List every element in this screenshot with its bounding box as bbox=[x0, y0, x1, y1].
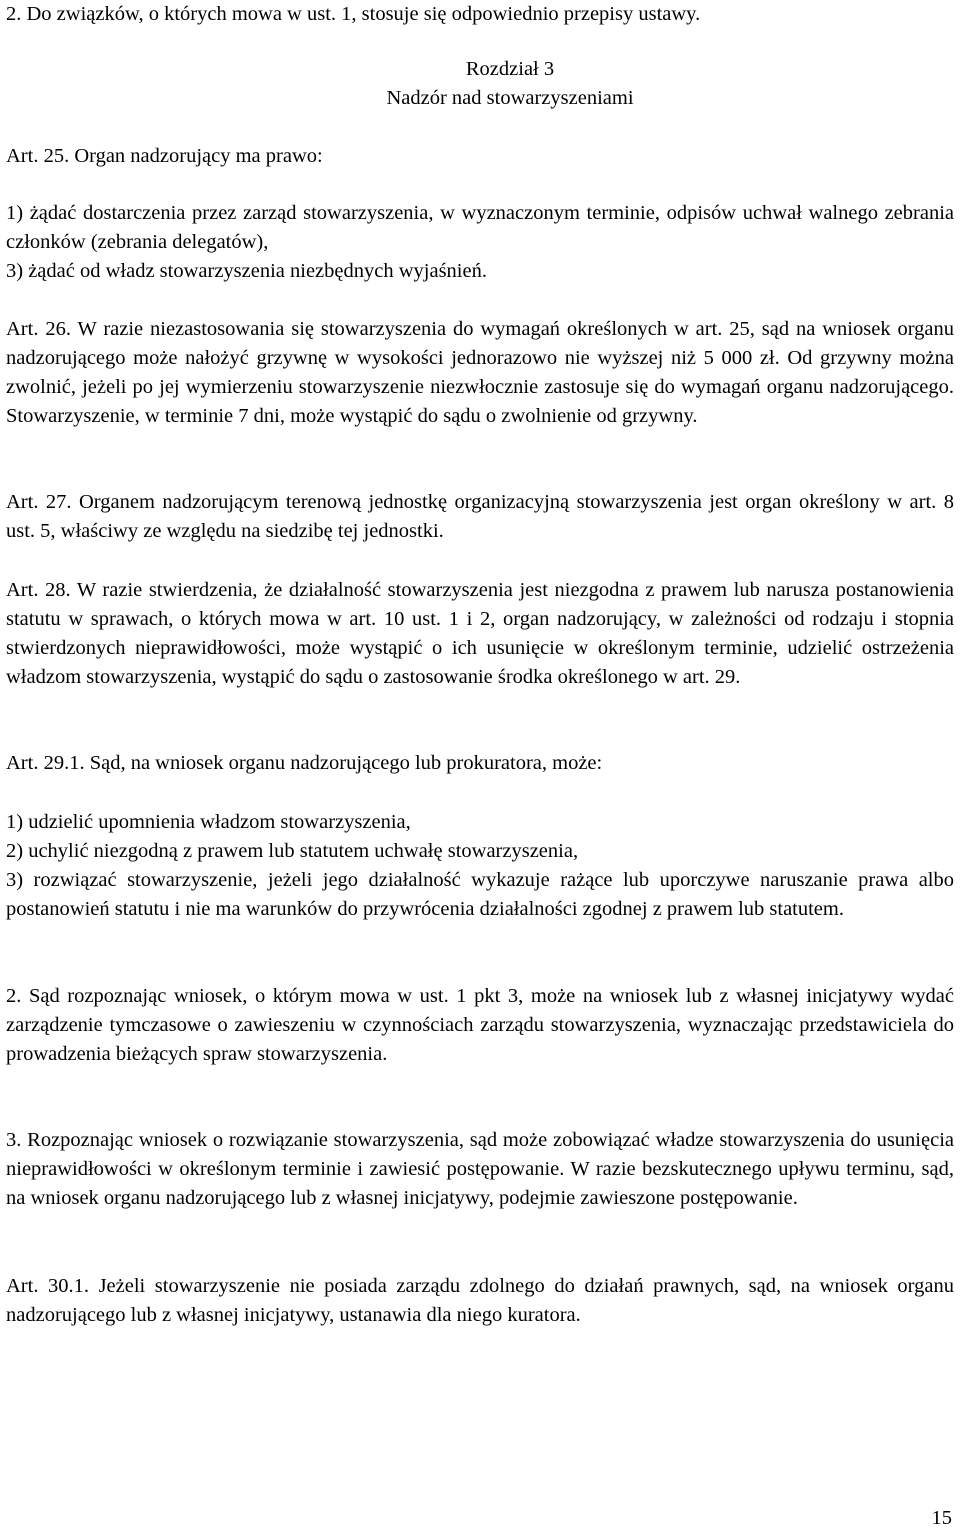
article-30: Art. 30.1. Jeżeli stowarzyszenie nie posiada zarządu zdolnego do działań prawnych, sąd, na wniosek organu nadzorującego lub z własnej inicjatywy, ustanawia dla niego kuratora. bbox=[6, 1275, 954, 1326]
article-29-item-2: 2) uchylić niezgodną z prawem lub statutem uchwałę stowarzyszenia, bbox=[6, 839, 579, 862]
article-25-items bbox=[6, 199, 954, 286]
article-29-item-1: 1) udzielić upomnienia władzom stowarzyszenia, bbox=[6, 811, 411, 833]
article-29-intro: Art. 29.1. Sąd, na wniosek organu nadzorującego lub prokuratora, może: bbox=[6, 752, 603, 774]
article-29-items bbox=[6, 808, 954, 924]
article-29-item-3: 3) rozwiązać stowarzyszenie, jeżeli jego działalność wykazuje rażące lub uporczywe naruszanie prawa albo postanowień statutu i nie ma warunków do przywrócenia działalności zgodnej z prawem lub statutem. bbox=[6, 868, 954, 920]
article-27: Art. 27. Organem nadzorującym terenową jednostkę organizacyjną stowarzyszenia jest organ określony w art. 8 ust. 5, właściwy ze względu na siedzibę tej jednostki. bbox=[6, 491, 954, 542]
chapter-number: Rozdział 3 bbox=[465, 58, 555, 80]
chapter-title: Nadzór nad stowarzyszeniami bbox=[386, 86, 634, 109]
article-25-item-1: 1) żądać dostarczenia przez zarząd stowarzyszenia, w wyznaczonym terminie, odpisów uchwał walnego zebrania członków (zebrania delegatów), bbox=[6, 202, 954, 253]
page-number: 15 bbox=[931, 1507, 952, 1529]
article-29-paragraph-3: 3. Rozpoznając wniosek o rozwiązanie stowarzyszenia, sąd może zobowiązać władze stowarzyszenia do usunięcia nieprawidłowości w określonym terminie i zawiesić postępowanie. W razie bezskutecznego upływu terminu, sąd, na wniosek organu nadzorującego lub z własnej inicjatywy, podejmie zawieszone postępowanie. bbox=[6, 1129, 954, 1209]
article-28: Art. 28. W razie stwierdzenia, że działalność stowarzyszenia jest niezgodna z prawem lub narusza postanowienia statutu w sprawach, o których mowa w art. 10 ust. 1 i 2, organ nadzorujący, w zależności od rodzaju i stopnia stwierdzonych nieprawidłowości, może wystąpić o ich usunięcie w określonym terminie, udzielić ostrzeżenia władzom stowarzyszenia, wystąpić do sądu o zastosowanie środka określonego w art. 29. bbox=[6, 579, 954, 688]
article-25 bbox=[6, 142, 954, 171]
article-26: Art. 26. W razie niezastosowania się stowarzyszenia do wymagań określonych w art. 25, sąd na wniosek organu nadzorującego może nałożyć grzywnę w wysokości jednorazowo nie wyższej niż 5 000 zł. Od grzywny można zwolnić, jeżeli po jej wymierzeniu stowarzyszenie niezwłocznie zastosuje się do wymagań organu nadzorującego. Stowarzyszenie, w terminie 7 dni, może wystąpić do sądu o zwolnienie od grzywny. bbox=[6, 318, 954, 427]
chapter-heading bbox=[6, 55, 954, 113]
article-29-paragraph-2: 2. Sąd rozpoznając wniosek, o którym mowa w ust. 1 pkt 3, może na wniosek lub z własnej inicjatywy wydać zarządzenie tymczasowe o zawieszeniu w czynnościach zarządu stowarzyszenia, wyznaczając przedstawiciela do prowadzenia bieżących spraw stowarzyszenia. bbox=[6, 985, 954, 1065]
paragraph-associations-note: 2. Do związków, o których mowa w ust. 1, stosuje się odpowiednio przepisy ustawy. bbox=[6, 3, 701, 25]
article-25-item-3: 3) żądać od władz stowarzyszenia niezbędnych wyjaśnień. bbox=[6, 259, 487, 282]
article-25-intro: Art. 25. Organ nadzorujący ma prawo: bbox=[6, 145, 323, 167]
